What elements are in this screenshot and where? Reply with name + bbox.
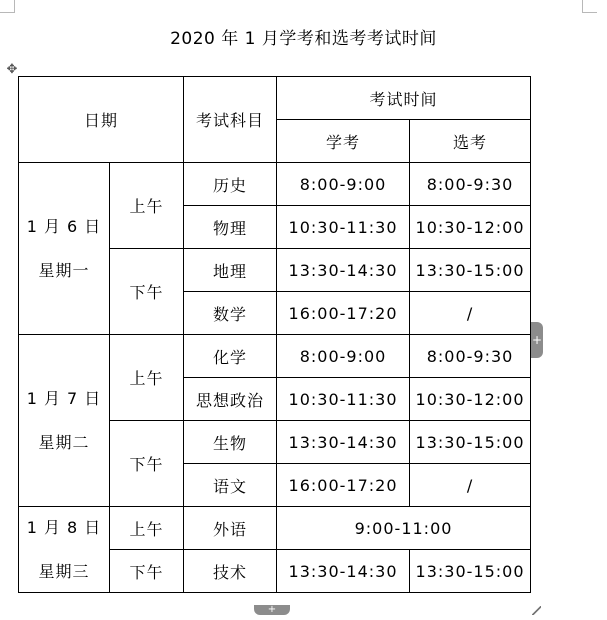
document-title: 2020 年 1 月学考和选考考试时间 xyxy=(170,29,437,49)
table-row xyxy=(19,163,531,206)
date-cell[interactable] xyxy=(19,507,110,593)
period-cell[interactable]: 下午 xyxy=(110,550,184,593)
date-text: 1 月 7 日 xyxy=(26,388,102,408)
weekday-text: 星期一 xyxy=(38,260,90,280)
date-cell[interactable] xyxy=(19,163,110,335)
subject-cell[interactable]: 技术 xyxy=(184,550,277,593)
xuankao-time-cell[interactable]: 13:30-15:00 xyxy=(410,249,531,292)
xuekao-time-cell[interactable]: 16:00-17:20 xyxy=(277,292,410,335)
table-row xyxy=(19,507,531,550)
xuankao-time-cell[interactable]: 13:30-15:00 xyxy=(410,550,531,593)
date-cell[interactable] xyxy=(19,335,110,507)
xuankao-time-cell[interactable]: 8:00-9:30 xyxy=(410,163,531,206)
period-cell[interactable]: 上午 xyxy=(110,507,184,550)
xuekao-time-cell[interactable]: 16:00-17:20 xyxy=(277,464,410,507)
move-icon: ✥ xyxy=(6,62,18,77)
exam-schedule-table xyxy=(18,76,531,593)
xuekao-time-cell[interactable]: 13:30-14:30 xyxy=(277,421,410,464)
weekday-text: 星期二 xyxy=(38,432,90,452)
add-row-button[interactable] xyxy=(254,605,290,615)
weekday-text: 星期三 xyxy=(38,561,90,581)
subject-cell[interactable]: 外语 xyxy=(184,507,277,550)
table-row xyxy=(19,335,531,378)
add-column-button[interactable] xyxy=(531,322,543,358)
subject-cell[interactable]: 地理 xyxy=(184,249,277,292)
header-xuankao[interactable]: 选考 xyxy=(410,120,531,163)
subject-cell[interactable]: 语文 xyxy=(184,464,277,507)
subject-cell[interactable]: 化学 xyxy=(184,335,277,378)
xuankao-time-cell[interactable]: 8:00-9:30 xyxy=(410,335,531,378)
subject-cell[interactable]: 物理 xyxy=(184,206,277,249)
subject-cell[interactable]: 数学 xyxy=(184,292,277,335)
xuekao-time-cell[interactable]: 8:00-9:00 xyxy=(277,163,410,206)
subject-cell[interactable]: 生物 xyxy=(184,421,277,464)
xuekao-time-cell[interactable]: 13:30-14:30 xyxy=(277,249,410,292)
table-header-row xyxy=(19,77,531,120)
xuankao-time-cell[interactable]: 10:30-12:00 xyxy=(410,206,531,249)
xuankao-time-cell[interactable]: / xyxy=(410,292,531,335)
plus-icon: + xyxy=(531,333,543,347)
table-resize-handle[interactable] xyxy=(532,606,541,615)
page-corner-mark-right xyxy=(582,0,597,13)
subject-cell[interactable]: 历史 xyxy=(184,163,277,206)
period-cell[interactable]: 下午 xyxy=(110,421,184,507)
xuankao-time-cell[interactable]: 10:30-12:00 xyxy=(410,378,531,421)
date-text: 1 月 8 日 xyxy=(26,517,102,537)
date-text: 1 月 6 日 xyxy=(26,216,102,236)
page-corner-mark-left xyxy=(0,0,15,13)
xuekao-time-cell[interactable]: 13:30-14:30 xyxy=(277,550,410,593)
period-cell[interactable]: 上午 xyxy=(110,163,184,249)
xuankao-time-cell[interactable]: 13:30-15:00 xyxy=(410,421,531,464)
header-subject[interactable]: 考试科目 xyxy=(184,77,277,163)
xuekao-time-cell[interactable]: 10:30-11:30 xyxy=(277,206,410,249)
xuankao-time-cell[interactable]: / xyxy=(410,464,531,507)
xuekao-time-cell[interactable]: 8:00-9:00 xyxy=(277,335,410,378)
combined-time-cell[interactable]: 9:00-11:00 xyxy=(277,507,531,550)
plus-icon: + xyxy=(267,604,277,615)
subject-cell[interactable]: 思想政治 xyxy=(184,378,277,421)
period-cell[interactable]: 下午 xyxy=(110,249,184,335)
header-date[interactable]: 日期 xyxy=(19,77,184,163)
period-cell[interactable]: 上午 xyxy=(110,335,184,421)
header-exam-time[interactable]: 考试时间 xyxy=(277,77,531,120)
xuekao-time-cell[interactable]: 10:30-11:30 xyxy=(277,378,410,421)
header-xuekao[interactable]: 学考 xyxy=(277,120,410,163)
